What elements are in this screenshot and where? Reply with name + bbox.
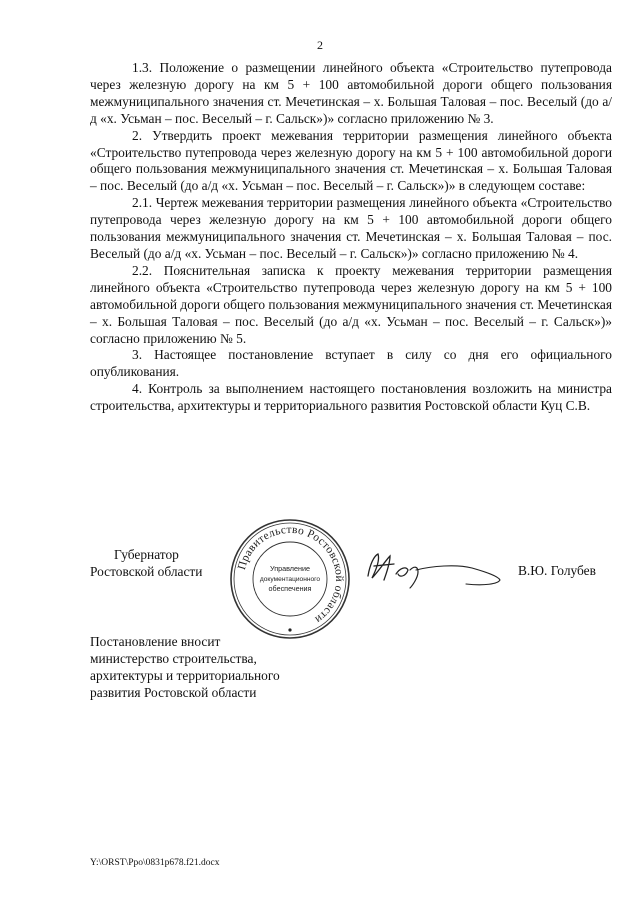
paragraph-1-3: 1.3. Положение о размещении линейного объекта «Строительство путепровода через железную дорогу на км 5 + 100 автомобильной дороги общего пользования межмуниципального значения ст. Мечетинская – х. Большая Таловая – пос. Веселый (до а/д «х. Усьман – пос. Веселый – г. Сальск»)» согласно приложению № 3. — [90, 60, 612, 126]
submitted-by-line3: архитектуры и территориального — [90, 668, 280, 683]
document-body — [90, 60, 612, 415]
paragraph-2-2: 2.2. Пояснительная записка к проекту межевания территории размещения линейного объекта «Строительство путепровода через железную дорогу на км 5 + 100 автомобильной дороги общего пользования межмуниципального значения ст. Мечетинская – х. Большая Таловая – пос. Веселый (до а/д «х. Усьман – пос. Веселый – г. Сальск»)» согласно приложению № 5. — [90, 262, 612, 346]
governor-name: В.Ю. Голубев — [518, 563, 596, 578]
governor-title-line1: Губернатор — [114, 547, 179, 562]
paragraph-2: 2. Утвердить проект межевания территории размещения линейного объекта «Строительство путепровода через железную дорогу на км 5 + 100 автомобильной дороги общего пользования межмуниципального значения ст. Мечетинская – х. Большая Таловая – пос. Веселый (до а/д «х. Усьман – пос. Веселый – г. Сальск»)» в следующем составе: — [90, 127, 612, 194]
governor-title-line2: Ростовской области — [90, 564, 203, 579]
official-seal — [228, 517, 352, 641]
governor-title — [90, 546, 202, 580]
seal-center-line3: обеспечения — [268, 584, 312, 593]
submitted-by-line1: Постановление вносит — [90, 634, 221, 649]
seal-center-line2: документационного — [259, 576, 321, 583]
seal-ring-text: Правительство Ростовской области — [235, 523, 346, 626]
paragraph-4: 4. Контроль за выполнением настоящего постановления возложить на министра строительства, архитектуры и территориального развития Ростовской области Куц С.В. — [90, 381, 612, 414]
footer-file-path: Y:\ORST\Ppo\0831p678.f21.docx — [90, 858, 220, 868]
submitted-by-line2: министерство строительства, — [90, 651, 257, 666]
seal-center-line1: Управление — [270, 564, 310, 573]
paragraph-2-1: 2.1. Чертеж межевания территории размещения линейного объекта «Строительство путепровода через железную дорогу на км 5 + 100 автомобильной дороги общего пользования межмуниципального значения ст. Мечетинская – х. Большая Таловая – пос. Веселый (до а/д «х. Усьман – пос. Веселый – г. Сальск»)» согласно приложению № 4. — [90, 195, 612, 261]
submitted-by-line4: развития Ростовской области — [90, 685, 257, 700]
handwritten-signature — [360, 546, 510, 590]
page-number: 2 — [317, 38, 323, 52]
svg-text:Правительство Ростовской облас — [236, 524, 345, 626]
submitted-by-block — [90, 633, 280, 701]
paragraph-3: 3. Настоящее постановление вступает в силу со дня его официального опубликования. — [90, 347, 612, 380]
